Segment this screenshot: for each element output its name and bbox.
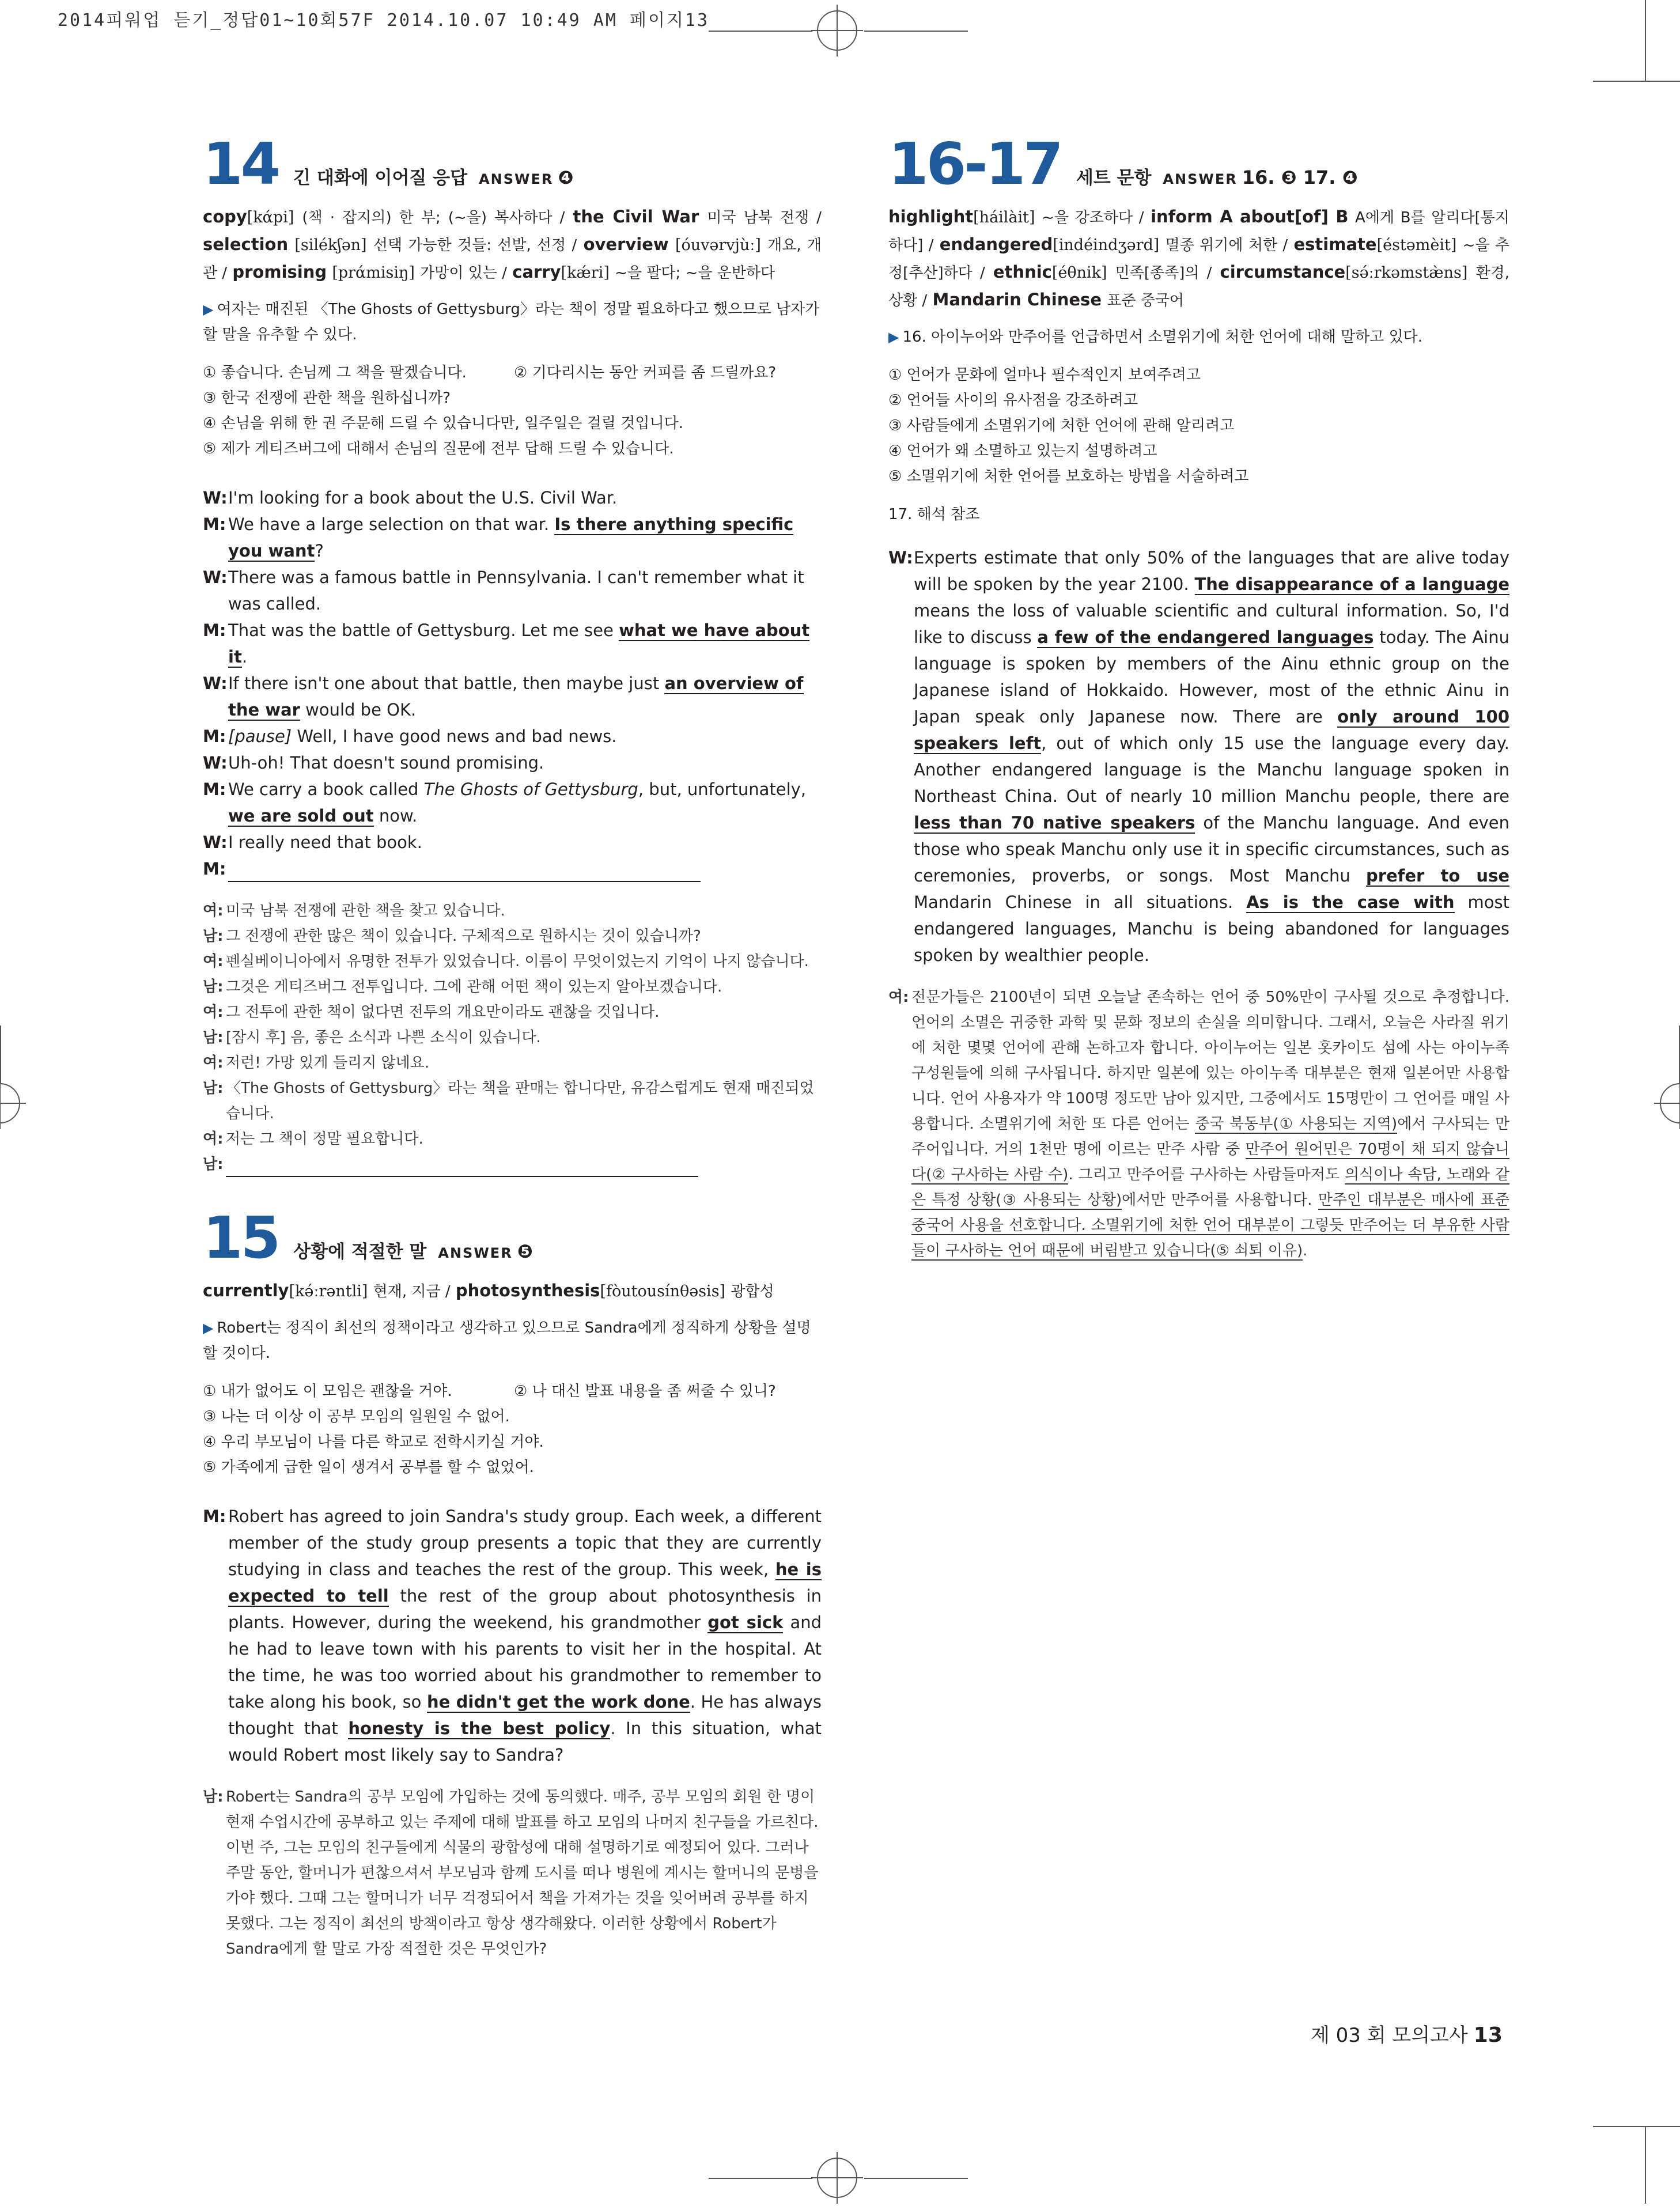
answer-value: 16. ❸ 17. ❹ bbox=[1242, 167, 1358, 188]
monologue-script: M: Robert has agreed to join Sandra's study group. Each week, a different member of the study group presents a topic that they are currently studying in class and teaches the rest of the group. This week, he is expected to tell the rest of the group about photosynthesis in plants. However, during the weekend, his grandmother got sick and he had to leave town with his parents to visit her in the hospital. At the time, he was too worried about his grandmother to remember to take along his book, so he didn't get the work done. He has always thought that honesty is the best policy. In this situation, what would Robert most likely say to Sandra? bbox=[203, 1507, 822, 1765]
choices: ① 좋습니다. 손님께 그 책을 팔겠습니다. ② 기다리시는 동안 커피를 좀 드릴까요? ③ 한국 전쟁에 관한 책을 원하십니까? ④ 손님을 위해 한 권 주문해 드릴 수 있습니다만, 일주일은 걸릴 것입니다. ⑤ 제가 게티즈버그에 대해서 손님의 질문에 전부 답해 드릴 수 있습니다. bbox=[203, 364, 777, 457]
dialogue-script bbox=[203, 485, 822, 882]
question-number: 16-17 bbox=[888, 130, 1061, 198]
page-number: 13 bbox=[1473, 2023, 1503, 2047]
dialogue-line: W: If there isn't one about that battle, then maybe just an overview of the war would be OK. bbox=[203, 673, 804, 720]
dialogue-line: W: There was a famous battle in Pennsylvania. I can't remember what it was called. bbox=[203, 567, 804, 614]
registration-mark-top bbox=[811, 5, 863, 56]
registration-mark-bottom bbox=[811, 2152, 863, 2204]
dialogue-line: W: I'm looking for a book about the U.S. Civil War. bbox=[203, 488, 618, 508]
question-number: 14 bbox=[203, 130, 279, 198]
triangle-icon: ▶ bbox=[203, 301, 214, 317]
question-title: 세트 문항 bbox=[1076, 168, 1152, 188]
question-header bbox=[888, 130, 1509, 199]
question-number: 15 bbox=[203, 1204, 279, 1272]
crop-line bbox=[709, 2178, 812, 2179]
question-15 bbox=[203, 1204, 822, 1962]
explanation: ▶ 여자는 매진된 〈The Ghosts of Gettysburg〉라는 책이 정말 필요하다고 했으므로 남자가 할 말을 유추할 수 있다. bbox=[203, 301, 820, 343]
answer-label: ANSWER bbox=[438, 1245, 513, 1261]
dialogue-line: W: I really need that book. bbox=[203, 833, 422, 852]
korean-translation: 여: 미국 남북 전쟁에 관한 책을 찾고 있습니다. 남: 그 전쟁에 관한 많은 책이 있습니다. 구체적으로 원하시는 것이 있습니까? 여: 펜실베이니아에서 유명한 전투가 있었습니다. 이름이 무엇이었는지 기억이 나지 않습니다. 남: 그것은 게티즈버그 전투입니다. 그에 관해 어떤 책이 있는지 알아보겠습니다. 여: 그 전투에 관한 책이 없다면 전투의 개요만이라도 괜찮을 것입니다. 남: [잠시 후] 음, 좋은 소식과 나쁜 소식이 있습니다. 여: 저런! 가망 있게 들리지 않네요. 남: 〈The Ghosts of Gettysburg〉라는 책을 판매는 합니다만, 유감스럽게도 현재 매진되었습니다. 여: 저는 그 책이 정말 필요합니다. 남: bbox=[203, 898, 822, 1177]
crop-line bbox=[1593, 81, 1680, 82]
monologue-script: W: Experts estimate that only 50% of the languages that are alive today will be spoken by the year 2100. The disappearance of a language means the loss of valuable scientific and cultural information. So, I'd like to discuss a few of the endangered languages today. The Ainu language is spoken by members of the Ainu ethnic group on the Japanese island of Hokkaido. However, most of the ethnic Ainu in Japan speak only Japanese now. There are only around 100 speakers left, out of which only 15 use the language every day. Another endangered language is the Manchu language spoken in Northeast China. Out of nearly 10 million Manchu people, there are less than 70 native speakers of the Manchu language. And even those who speak Manchu only use it in specific circumstances, such as ceremonies, proverbs, or songs. Most Manchu prefer to use Mandarin Chinese in all situations. As is the case with most endangered languages, Manchu is being abandoned for languages spoken by wealthier people. bbox=[888, 548, 1509, 965]
answer-blank bbox=[228, 860, 701, 882]
triangle-icon: ▶ bbox=[888, 329, 899, 345]
note-17: 17. 해석 참조 bbox=[888, 506, 980, 523]
vocabulary: highlight[háilàit] ~을 강조하다 / inform A about[of] B A에게 B를 알리다[통지하다] / endangered[indéindʒərd] 멸종 위기에 처한 / estimate[éstəmèit] ~을 추정[추산]하다 / ethnic[éθnik] 민족[종족]의 / circumstance[sə́ːrkəmstæ̀ns] 환경, 상황 / Mandarin Chinese 표준 중국어 bbox=[888, 207, 1510, 309]
registration-mark-right bbox=[1654, 1077, 1680, 1129]
triangle-icon: ▶ bbox=[203, 1320, 214, 1336]
answer-label: ANSWER bbox=[479, 171, 554, 187]
dialogue-line: M: We have a large selection on that war. Is there anything specific you want? bbox=[203, 514, 794, 561]
korean-translation: 여: 전문가들은 2100년이 되면 오늘날 존속하는 언어 중 50%만이 구사될 것으로 추정합니다. 언어의 소멸은 귀중한 과학 및 문화 정보의 손실을 의미합니다. 그래서, 오늘은 사라질 위기에 처한 몇몇 언어에 관해 논하고자 합니다. 아이누어는 일본 홋카이도 섬에 사는 아이누족 구성원들에 의해 구사됩니다. 하지만 일본에 있는 아이누족 대부분은 현재 일본어만 사용합니다. 언어 사용자가 약 100명 정도만 남아 있지만, 그중에서도 15명만이 그 언어를 매일 사용합니다. 소멸위기에 처한 또 다른 언어는 중국 북동부(① 사용되는 지역)에서 구사되는 만주어입니다. 거의 1천만 명에 이르는 만주 사람 중 만주어 원어민은 70명이 채 되지 않습니다(② 구사하는 사람 수). 그리고 만주어를 구사하는 사람들마저도 의식이나 속담, 노래와 같은 특정 상황(③ 사용되는 상황)에서만 만주어를 사용합니다. 만주인 대부분은 매사에 표준 중국어 사용을 선호합니다. 소멸위기에 처한 언어 대부분이 그렇듯 만주어는 더 부유한 사람들이 구사하는 언어 때문에 버림받고 있습니다(⑤ 쇠퇴 이유). bbox=[888, 989, 1510, 1259]
answer-label: ANSWER bbox=[1163, 171, 1238, 187]
crop-line bbox=[864, 2178, 968, 2179]
dialogue-line: M: We carry a book called The Ghosts of Gettysburg, but, unfortunately, we are sold out now. bbox=[203, 780, 807, 826]
question-header bbox=[203, 130, 822, 199]
question-16-17 bbox=[888, 130, 1510, 1263]
crop-line bbox=[709, 31, 812, 32]
explanation: ▶ Robert는 정직이 최선의 정책이라고 생각하고 있으므로 Sandra에게 정직하게 상황을 설명할 것이다. bbox=[203, 1319, 811, 1362]
crop-line bbox=[1645, 2126, 1646, 2204]
print-header: 2014피워업 듣기_정답01~10회57F 2014.10.07 10:49 AM 페이지13 bbox=[58, 10, 710, 31]
vocabulary: currently[kə́ːrəntli] 현재, 지금 / photosynthesis[fòutousínθəsis] 광합성 bbox=[203, 1281, 774, 1300]
crop-line bbox=[0, 1026, 1, 1083]
explanation: ▶ 16. 아이누어와 만주어를 언급하면서 소멸위기에 처한 언어에 대해 말하고 있다. bbox=[888, 328, 1423, 346]
crop-line bbox=[864, 31, 968, 32]
page-footer bbox=[1311, 2019, 1503, 2048]
dialogue-line: M: [pause] Well, I have good news and bad news. bbox=[203, 726, 617, 746]
choices: ① 언어가 문화에 얼마나 필수적인지 보여주려고 ② 언어들 사이의 유사점을 강조하려고 ③ 사람들에게 소멸위기에 처한 언어에 관해 알리려고 ④ 언어가 왜 소멸하고 있는지 설명하려고 ⑤ 소멸위기에 처한 언어를 보호하는 방법을 서술하려고 bbox=[888, 366, 1249, 485]
answer-value: ❹ bbox=[558, 167, 574, 188]
footer-label: 제 03 회 모의고사 bbox=[1311, 2024, 1468, 2047]
registration-mark-left bbox=[0, 1077, 26, 1129]
choices: ① 내가 없어도 이 모임은 괜찮을 거야. ② 나 대신 발표 내용을 좀 써줄 수 있니? ③ 나는 더 이상 이 공부 모임의 일원일 수 없어. ④ 우리 부모님이 나를 다른 학교로 전학시키실 거야. ⑤ 가족에게 급한 일이 생겨서 공부를 할 수 없었어. bbox=[203, 1383, 776, 1476]
right-column bbox=[888, 130, 1510, 1263]
dialogue-line: M: That was the battle of Gettysburg. Let me see what we have about it. bbox=[203, 620, 810, 667]
question-header bbox=[203, 1204, 822, 1273]
crop-line bbox=[1593, 2126, 1680, 2127]
left-column bbox=[203, 130, 822, 1962]
answer-value: ❺ bbox=[517, 1240, 533, 1262]
dialogue-line-blank: M: bbox=[203, 856, 822, 882]
vocabulary: copy[kάpi] (책 · 잡지의) 한 부; (~을) 복사하다 / the Civil War 미국 남북 전쟁 / selection [silékʃən] 선택 가능한 것들: 선발, 선정 / overview [óuvərvjùː] 개요, 개관 / promising [prάmisiŋ] 가망이 있는 / carry[kǽri] ~을 팔다; ~을 운반하다 bbox=[203, 207, 822, 282]
korean-translation: 남: Robert는 Sandra의 공부 모임에 가입하는 것에 동의했다. 매주, 공부 모임의 회원 한 명이 현재 수업시간에 공부하고 있는 주제에 대해 발표를 하고 모임의 나머지 친구들을 가르친다. 이번 주, 그는 모임의 친구들에게 식물의 광합성에 대해 설명하기로 예정되어 있다. 그러나 주말 동안, 할머니가 편찮으셔서 부모님과 함께 도시를 떠나 병원에 계시는 할머니의 문병을 가야 했다. 그때 그는 할머니가 너무 걱정되어서 책을 가져가는 것을 잊어버려 공부를 하지 못했다. 그는 정직이 최선의 방책이라고 항상 생각해왔다. 이러한 상황에서 Robert가 Sandra에게 할 말로 가장 적절한 것은 무엇인가? bbox=[203, 1788, 819, 1958]
question-title: 상황에 적절한 말 bbox=[293, 1242, 427, 1262]
question-title: 긴 대화에 이어질 응답 bbox=[293, 168, 468, 188]
crop-line bbox=[1645, 0, 1646, 81]
question-14 bbox=[203, 130, 822, 1177]
answer-blank bbox=[226, 1155, 698, 1177]
dialogue-line: W: Uh-oh! That doesn't sound promising. bbox=[203, 753, 544, 773]
